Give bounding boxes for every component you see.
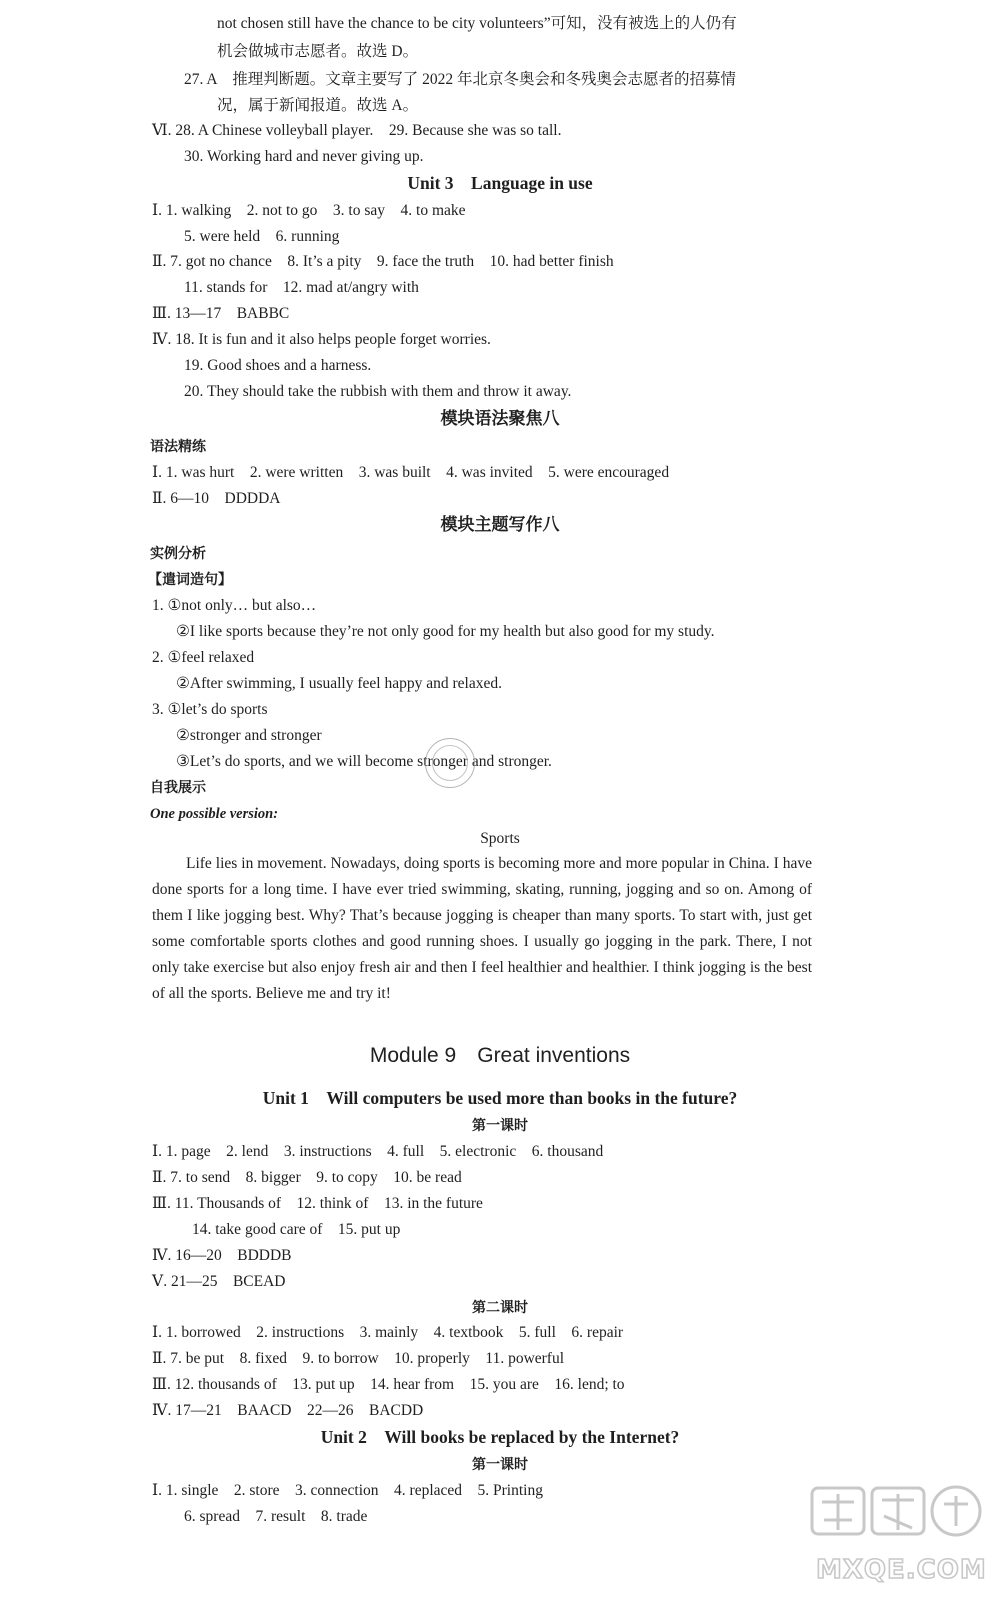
answer-line: Ⅳ. 18. It is fun and it also helps people forget worries.: [152, 331, 491, 348]
svg-text:MXQE.COM: MXQE.COM: [816, 1555, 987, 1585]
answer-line: Ⅳ. 16—20 BDDDB: [152, 1247, 292, 1264]
answer-line: Ⅱ. 7. to send 8. bigger 9. to copy 10. be read: [152, 1169, 462, 1186]
answer-line: 11. stands for 12. mad at/angry with: [184, 279, 419, 296]
version-label: One possible version:: [150, 806, 279, 822]
answer-line: Ⅴ. 21—25 BCEAD: [152, 1273, 286, 1290]
answer-line: Ⅰ. 1. walking 2. not to go 3. to say 4. to make: [152, 202, 466, 219]
answer-line: ②I like sports because they’re not only good for my health but also good for my study.: [176, 623, 715, 640]
answer-line: Ⅲ. 12. thousands of 13. put up 14. hear from 15. you are 16. lend; to: [152, 1376, 625, 1393]
section-heading: 模块主题写作八: [440, 515, 560, 535]
text-line: 机会做城市志愿者。故选 D。: [217, 43, 419, 60]
lesson-heading: 第一课时: [472, 1118, 528, 1134]
unit-heading: Unit 3 Language in use: [407, 173, 593, 193]
answer-line: Ⅳ. 17—21 BAACD 22—26 BACDD: [152, 1402, 424, 1419]
answer-line: Ⅰ. 1. page 2. lend 3. instructions 4. full 5. electronic 6. thousand: [152, 1143, 604, 1160]
essay-title: Sports: [480, 830, 520, 847]
answer-line: ②After swimming, I usually feel happy and relaxed.: [176, 675, 502, 692]
unit-heading: Unit 1 Will computers be used more than books in the future?: [262, 1088, 738, 1108]
lesson-heading: 第一课时: [472, 1457, 528, 1473]
answer-line: 2. ①feel relaxed: [152, 649, 255, 666]
answer-line: Ⅰ. 1. single 2. store 3. connection 4. replaced 5. Printing: [152, 1482, 543, 1499]
answer-line: 5. were held 6. running: [184, 228, 340, 245]
subsection-heading: 实例分析: [150, 546, 206, 562]
unit-heading: Unit 2 Will books be replaced by the Internet?: [320, 1427, 680, 1447]
text-line: 况，属于新闻报道。故选 A。: [217, 97, 419, 114]
answer-line: 19. Good shoes and a harness.: [184, 357, 372, 374]
answer-line: Ⅱ. 7. be put 8. fixed 9. to borrow 10. properly 11. powerful: [152, 1350, 565, 1367]
answer-line: Ⅵ. 28. A Chinese volleyball player. 29. Because she was so tall.: [152, 122, 562, 139]
answer-line: ②stronger and stronger: [176, 727, 322, 744]
answer-line: 6. spread 7. result 8. trade: [184, 1508, 368, 1525]
answer-line: Ⅲ. 11. Thousands of 12. think of 13. in the future: [152, 1195, 483, 1212]
answer-line: 20. They should take the rubbish with them and throw it away.: [184, 383, 572, 400]
text-line: not chosen still have the chance to be city volunteers”可知，没有被选上的人仍有: [217, 15, 737, 32]
answer-line: Ⅲ. 13—17 BABBC: [152, 305, 290, 322]
module-heading: Module 9 Great inventions: [369, 1044, 631, 1067]
section-heading: 模块语法聚焦八: [440, 409, 560, 429]
text-line: 27. A 推理判断题。文章主要写了 2022 年北京冬奥会和冬残奥会志愿者的招募情: [184, 71, 736, 88]
site-watermark-logo: [808, 1482, 988, 1592]
answer-line: Ⅱ. 7. got no chance 8. It’s a pity 9. face the truth 10. had better finish: [152, 253, 614, 270]
answer-line: 14. take good care of 15. put up: [192, 1221, 401, 1238]
answer-line: Ⅰ. 1. borrowed 2. instructions 3. mainly 4. textbook 5. full 6. repair: [152, 1324, 624, 1341]
lesson-heading: 第二课时: [472, 1300, 528, 1316]
answer-line: ③Let’s do sports, and we will become stronger and stronger.: [176, 753, 552, 770]
answer-line: 1. ①not only… but also…: [152, 597, 317, 614]
answer-line: Ⅱ. 6—10 DDDDA: [152, 490, 281, 507]
subsection-heading: 语法精练: [150, 439, 206, 455]
subsection-heading: 自我展示: [150, 780, 206, 796]
answer-line: Ⅰ. 1. was hurt 2. were written 3. was built 4. was invited 5. were encouraged: [152, 464, 670, 481]
subsection-heading: 【遣词造句】: [148, 572, 232, 588]
answer-line: 30. Working hard and never giving up.: [184, 148, 424, 165]
stamp-seal-icon: [425, 738, 475, 788]
essay-paragraph: Life lies in movement. Nowadays, doing sports is becoming more and more popular in China. I have done sports for a long time. I have ever tried swimming, skating, running, jogging and so on. Among of them I like jogging best. Why? That’s because jogging is cheaper than many sports. To start with, just get some comfortable sports clothes and good running shoes. I usually go jogging in the park. There, I not only take exercise but also enjoy fresh air and then I feel healthier and healthier. I think jogging is the best of all the sports. Believe me and try it!: [152, 855, 812, 1002]
answer-line: 3. ①let’s do sports: [152, 701, 268, 718]
